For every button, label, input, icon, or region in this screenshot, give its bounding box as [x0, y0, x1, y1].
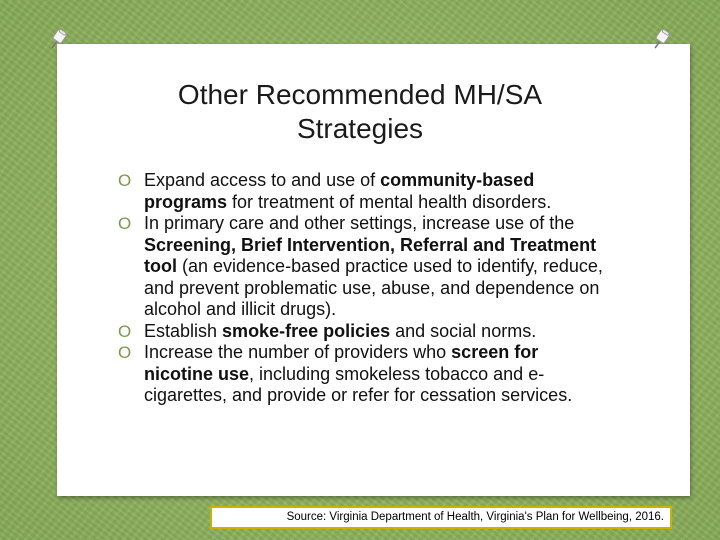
bullet-item [118, 170, 603, 213]
bullet-text-bold: community-based programs [144, 170, 535, 212]
title-line-1: Other Recommended MH/SA [177, 79, 543, 110]
bullet-text: , including smokeless tobacco and e-cigarettes, and provide or refer for cessation services. [144, 363, 573, 405]
bullet-text: Expand access to and use of [144, 170, 381, 190]
bullet-text: Increase the number of providers who [144, 342, 452, 362]
bullet-text-bold: smoke-free policies [222, 320, 391, 341]
bullet-item [118, 342, 603, 407]
pushpin-icon [47, 28, 69, 52]
bullet-text-bold: screen for nicotine use [144, 342, 539, 384]
title-line-2: Strategies [296, 113, 424, 144]
bullet-marker: O [118, 171, 132, 190]
pushpin-icon [650, 28, 672, 52]
bullet-marker: O [118, 321, 132, 341]
bullet-item [118, 321, 603, 343]
slide-title [120, 78, 600, 146]
bullet-text: In primary care and other settings, increase use of the [144, 213, 575, 233]
bullet-item [118, 213, 603, 321]
bullet-text: for treatment of mental health disorders. [227, 191, 552, 212]
bullet-marker: O [118, 214, 132, 233]
bullet-text-bold: Screening, Brief Intervention, Referral and Treatment tool [144, 234, 597, 276]
bullet-text: Establish [144, 320, 223, 341]
bullet-list [118, 170, 603, 407]
source-citation: Source: Virginia Department of Health, Virginia's Plan for Wellbeing, 2016. [210, 506, 672, 529]
bullet-text: (an evidence-based practice used to identify, reduce, and prevent problematic use, abuse, and dependence on alcohol and illicit drugs). [144, 256, 603, 319]
bullet-text: and social norms. [390, 320, 537, 341]
bullet-marker: O [118, 343, 132, 362]
